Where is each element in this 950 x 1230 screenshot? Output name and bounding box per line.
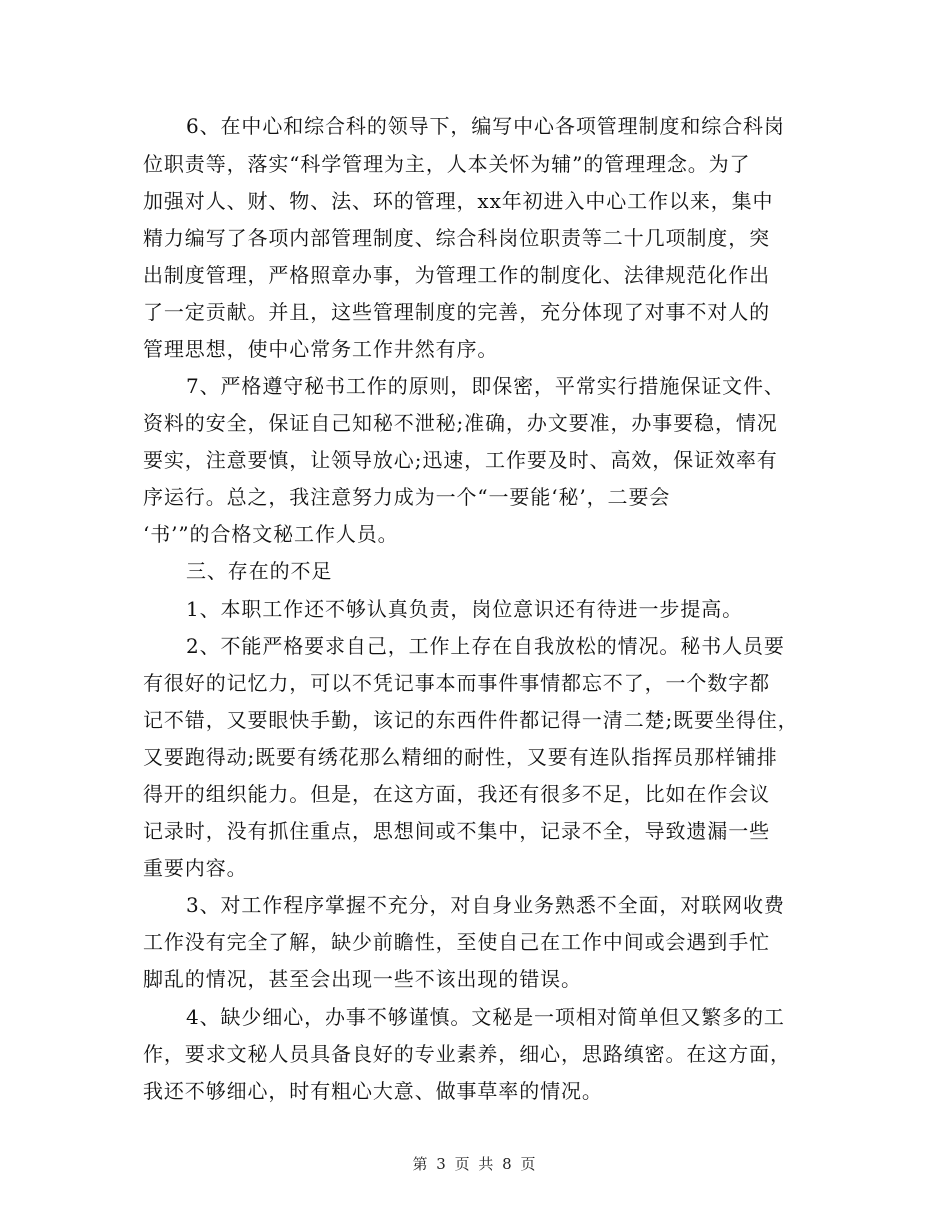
section-heading: 三、存在的不足 (186, 559, 333, 583)
paragraph-line: 有很好的记忆力，可以不凭记事本而事件事情都忘不了，一个数字都 (143, 671, 770, 695)
paragraph-line: 要实，注意要慎，让领导放心;迅速，工作要及时、高效，保证效率有 (143, 448, 778, 472)
paragraph-line: 1、本职工作还不够认真负责，岗位意识还有待进一步提高。 (186, 597, 744, 621)
paragraph-line: 工作没有完全了解，缺少前瞻性，至使自己在工作中间或会遇到手忙 (143, 930, 770, 954)
paragraph-line: 作，要求文秘人员具备良好的专业素养，细心，思路缜密。在这方面， (143, 1042, 791, 1066)
paragraph-line: 记录时，没有抓住重点，思想间或不集中，记录不全，导致遗漏一些 (143, 819, 770, 843)
paragraph-line: 3、对工作程序掌握不充分，对自身业务熟悉不全面，对联网收费 (186, 893, 785, 917)
paragraph-line: ‘书’”的合格文秘工作人员。 (143, 522, 399, 546)
paragraph-line: 脚乱的情况，甚至会出现一些不该出现的错误。 (143, 967, 582, 991)
paragraph-line: 序运行。总之，我注意努力成为一个“一要能‘秘’，二要会 (143, 485, 671, 509)
paragraph-line: 我还不够细心，时有粗心大意、做事草率的情况。 (143, 1079, 603, 1103)
paragraph-line: 位职责等，落实“科学管理为主，人本关怀为辅”的管理理念。为了 (143, 152, 751, 176)
paragraph-line: 精力编写了各项内部管理制度、综合科岗位职责等二十几项制度，突 (143, 226, 770, 250)
paragraph-line: 2、不能严格要求自己，工作上存在自我放松的情况。秘书人员要 (186, 634, 785, 658)
paragraph-line: 得开的组织能力。但是，在这方面，我还有很多不足，比如在作会议 (143, 782, 770, 806)
paragraph-line: 7、严格遵守秘书工作的原则，即保密，平常实行措施保证文件、 (186, 374, 785, 398)
paragraph-line: 出制度管理，严格照章办事，为管理工作的制度化、法律规范化作出 (143, 263, 770, 287)
paragraph-line: 重要内容。 (143, 856, 248, 880)
paragraph-line: 又要跑得动;既要有绣花那么精细的耐性，又要有连队指挥员那样铺排 (143, 745, 778, 769)
paragraph-line: 了一定贡献。并且，这些管理制度的完善，充分体现了对事不对人的 (143, 300, 770, 324)
paragraph-line: 管理思想，使中心常务工作井然有序。 (143, 337, 499, 361)
paragraph-line: 资料的安全，保证自己知秘不泄秘;准确，办文要准，办事要稳，情况 (143, 411, 778, 435)
paragraph-line: 加强对人、财、物、法、环的管理，xx年初进入中心工作以来，集中 (143, 189, 774, 213)
paragraph-line: 6、在中心和综合科的领导下，编写中心各项管理制度和综合科岗 (186, 114, 785, 138)
paragraph-line: 4、缺少细心，办事不够谨慎。文秘是一项相对简单但又繁多的工 (186, 1005, 785, 1029)
page-number-footer: 第 3 页 共 8 页 (412, 1155, 538, 1173)
paragraph-line: 记不错，又要眼快手勤，该记的东西件件都记得一清二楚;既要坐得住， (143, 708, 799, 732)
